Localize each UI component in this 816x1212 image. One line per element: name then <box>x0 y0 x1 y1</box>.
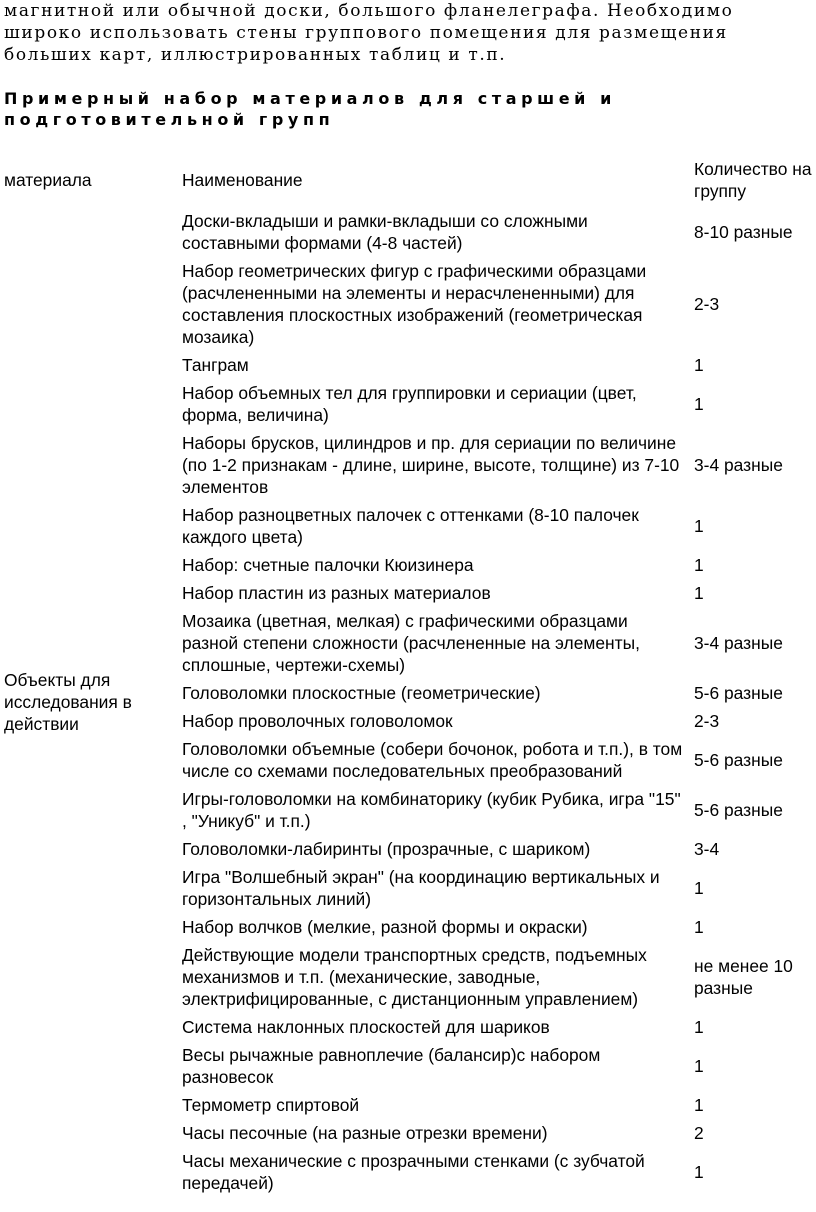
item-name: Головоломки-лабиринты (прозрачные, с шариком) <box>182 839 591 859</box>
item-name: Доски-вкладыши и рамки-вкладыши со сложными составными формами (4-8 частей) <box>182 211 588 253</box>
item-quantity: 5-6 разные <box>694 750 783 770</box>
item-name: Игра "Волшебный экран" (на координацию вертикальных и горизонтальных линий) <box>182 867 660 909</box>
item-quantity: 1 <box>694 516 704 536</box>
intro-paragraph: магнитной или обычной доски, большого фланелеграфа. Необходимо широко использовать стены группового помещения для размещения больших карт, иллюстрированных таблиц и т.п. <box>4 1 734 65</box>
item-name: Набор разноцветных палочек с оттенками (8-10 палочек каждого цвета) <box>182 505 639 547</box>
header-category: материала <box>4 170 92 190</box>
item-quantity: 1 <box>694 355 704 375</box>
item-name: Набор: счетные палочки Кюизинера <box>182 555 474 575</box>
item-quantity: 3-4 <box>694 839 720 859</box>
category-cell: Объекты для исследования в действии <box>4 670 132 734</box>
item-quantity: 5-6 разные <box>694 683 783 703</box>
item-quantity: 1 <box>694 1162 704 1182</box>
item-name: Игры-головоломки на комбинаторику (кубик Рубика, игра "15" , "Уникуб" и т.п.) <box>182 789 681 831</box>
table-row <box>0 210 814 260</box>
item-name: Мозаика (цветная, мелкая) с графическими образцами разной степени сложности (расчлененные на элементы, сплошные, чертежи-схемы) <box>182 611 640 675</box>
item-name: Действующие модели транспортных средств, подъемных механизмов и т.п. (механические, заводные, электрифицированные, с дистанционным управлением) <box>182 945 647 1009</box>
item-name: Головоломки плоскостные (геометрические) <box>182 683 541 703</box>
item-quantity: 2-3 <box>694 294 720 314</box>
materials-table-body <box>0 158 814 1200</box>
item-name: Система наклонных плоскостей для шариков <box>182 1017 550 1037</box>
header-name: Наименование <box>182 170 303 190</box>
item-quantity: 1 <box>694 1056 704 1076</box>
item-quantity: 1 <box>694 1017 704 1037</box>
item-name: Наборы брусков, цилиндров и пр. для сериации по величине (по 1-2 признакам - длине, ширине, высоте, толщине) из 7-10 элементов <box>182 433 680 497</box>
item-name: Часы механические с прозрачными стенками (с зубчатой передачей) <box>182 1151 645 1193</box>
item-quantity: 2-3 <box>694 711 720 731</box>
item-name: Термометр спиртовой <box>182 1095 360 1115</box>
table-header-row <box>0 158 814 210</box>
item-quantity: не менее 10 разные <box>694 956 793 998</box>
item-name: Набор объемных тел для группировки и сериации (цвет, форма, величина) <box>182 383 637 425</box>
materials-table <box>0 158 814 1200</box>
item-quantity: 1 <box>694 1095 704 1115</box>
item-name: Набор волчков (мелкие, разной формы и окраски) <box>182 917 588 937</box>
item-name: Набор геометрических фигур с графическими образцами (расчлененными на элементы и нерасчлененными) для составления плоскостных изображений (геометрическая мозаика) <box>182 261 647 347</box>
item-quantity: 1 <box>694 394 704 414</box>
item-quantity: 1 <box>694 583 704 603</box>
item-quantity: 2 <box>694 1123 704 1143</box>
header-quantity: Количество на группу <box>694 159 812 201</box>
item-name: Набор проволочных головоломок <box>182 711 453 731</box>
item-name: Головоломки объемные (собери бочонок, робота и т.п.), в том числе со схемами последовательных преобразований <box>182 739 683 781</box>
item-quantity: 1 <box>694 917 704 937</box>
item-name: Танграм <box>182 355 249 375</box>
item-quantity: 1 <box>694 555 704 575</box>
item-quantity: 3-4 разные <box>694 633 783 653</box>
item-name: Весы рычажные равноплечие (балансир)с набором разновесок <box>182 1045 601 1087</box>
item-quantity: 1 <box>694 878 704 898</box>
item-quantity: 3-4 разные <box>694 455 783 475</box>
item-name: Часы песочные (на разные отрезки времени) <box>182 1123 548 1143</box>
item-quantity: 8-10 разные <box>694 222 793 242</box>
item-quantity: 5-6 разные <box>694 800 783 820</box>
section-title: Примерный набор материалов для старшей и подготовительной групп <box>4 89 616 129</box>
item-name: Набор пластин из разных материалов <box>182 583 491 603</box>
